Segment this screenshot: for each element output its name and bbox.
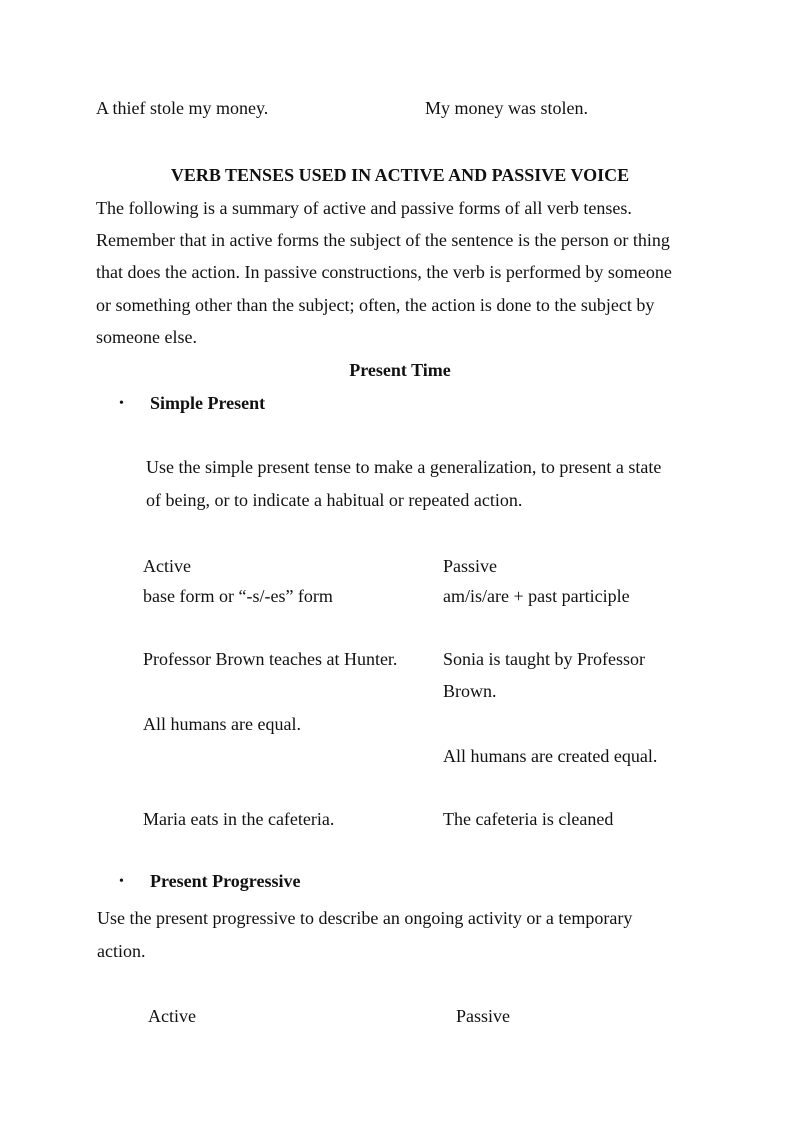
subheading-present-time: Present Time — [349, 360, 451, 380]
present-progressive-desc-line: Use the present progressive to describe an ongoing activity or a temporary — [97, 908, 633, 928]
present-progressive-heading: Present Progressive — [150, 871, 301, 891]
bullet-icon: • — [119, 874, 124, 889]
passive-example: Sonia is taught by Professor — [443, 649, 645, 669]
active-column-header: Active — [148, 1006, 196, 1026]
summary-line: The following is a summary of active and passive forms of all verb tenses. — [96, 198, 632, 218]
bullet-icon: • — [119, 396, 124, 411]
passive-form: am/is/are + past participle — [443, 586, 630, 606]
summary-line: someone else. — [96, 327, 197, 347]
active-column-header: Active — [143, 556, 191, 576]
active-example: All humans are equal. — [143, 714, 301, 734]
summary-line: Remember that in active forms the subject of the sentence is the person or thing — [96, 230, 670, 250]
summary-line: or something other than the subject; often, the action is done to the subject by — [96, 295, 655, 315]
active-example: Maria eats in the cafeteria. — [143, 809, 335, 829]
active-form: base form or “-s/-es” form — [143, 586, 333, 606]
example-passive-sentence: My money was stolen. — [425, 98, 588, 118]
simple-present-heading: Simple Present — [150, 393, 266, 413]
active-example: Professor Brown teaches at Hunter. — [143, 649, 398, 669]
present-progressive-desc-line: action. — [97, 941, 146, 961]
summary-line: that does the action. In passive constructions, the verb is performed by someone — [96, 262, 672, 282]
section-title: VERB TENSES USED IN ACTIVE AND PASSIVE VOICE — [170, 165, 630, 185]
passive-example: The cafeteria is cleaned — [443, 809, 614, 829]
passive-example: All humans are created equal. — [443, 746, 658, 766]
passive-column-header: Passive — [456, 1006, 510, 1026]
simple-present-desc-line: of being, or to indicate a habitual or repeated action. — [146, 490, 523, 510]
passive-column-header: Passive — [443, 556, 497, 576]
passive-example: Brown. — [443, 681, 497, 701]
simple-present-desc-line: Use the simple present tense to make a generalization, to present a state — [146, 457, 662, 477]
example-active-sentence: A thief stole my money. — [96, 98, 269, 118]
